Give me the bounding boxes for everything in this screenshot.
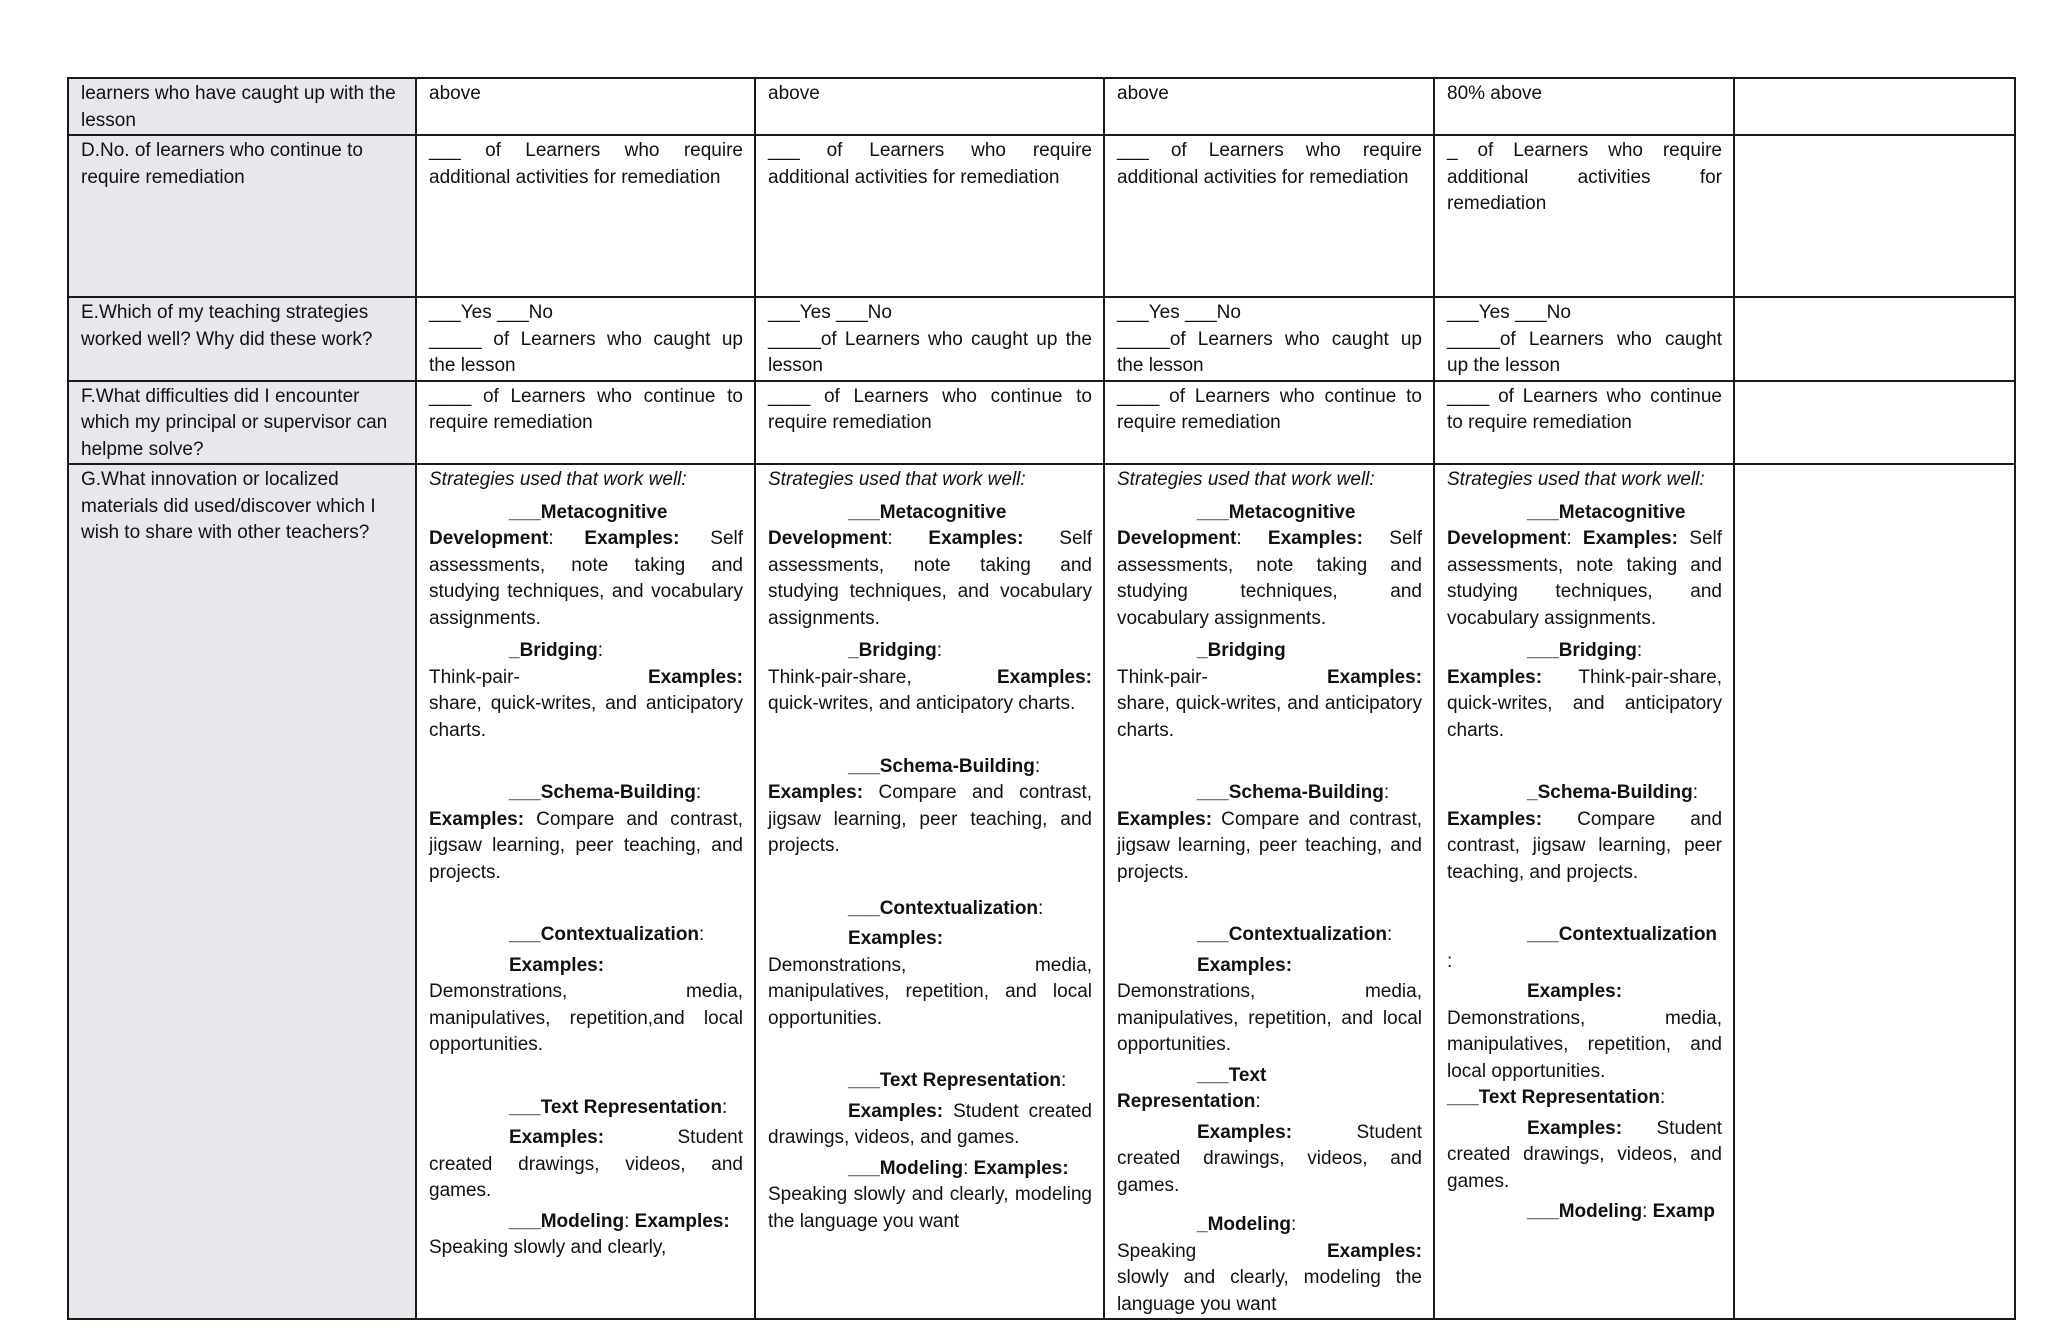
contextualization-text: Demonstrations, media, manipulatives, repetition, and local opportunities. — [768, 954, 1092, 1029]
table-cell: ____ of Learners who continue to require remediation — [1434, 381, 1734, 465]
row-label: F.What difficulties did I encounter which my principal or supervisor can helpme solve? — [68, 381, 416, 465]
row-label: D.No. of learners who continue to require remediation — [68, 135, 416, 297]
table-cell — [1434, 297, 1734, 381]
bridging-text: Think-pair-share, quick-writes, and anticipatory charts. — [429, 666, 743, 741]
bridging-item: _Bridging Examples: — [1197, 640, 1422, 688]
metacognitive-text: Development: Examples: Self assessments, note taking and studying techniques, and vocabulary assignments. — [768, 528, 1093, 629]
metacognitive-item: ___Metacognitive — [1527, 501, 1686, 523]
modeling-item: ___Modeling: Examp — [1527, 1201, 1715, 1222]
text-representation-item: ___Text Representation: — [509, 1096, 728, 1118]
metacognitive-item: ___Metacognitive — [1197, 501, 1356, 523]
strategies-cell — [416, 464, 755, 1319]
examples-label: Examples: — [509, 954, 605, 976]
examples-label: Examples: — [848, 928, 944, 949]
text-representation-item: ___Text Representation: — [1447, 1087, 1666, 1108]
modeling-text: Speaking slowly and clearly, — [429, 1237, 667, 1258]
strategies-cell — [1104, 464, 1434, 1319]
cell-text: _____of Learners who caught up the lesson — [1447, 328, 1722, 376]
strategies-heading: Strategies used that work well: — [1117, 469, 1375, 490]
table-cell — [1734, 464, 2015, 1319]
contextualization-item: ___Contextualization: — [848, 897, 1044, 919]
schema-item: ___Schema-Building: — [509, 782, 702, 803]
table-cell: ____ of Learners who continue to require remediation — [1104, 381, 1434, 465]
modeling-text: Speaking slowly and clearly, modeling the language you want — [1117, 1240, 1422, 1315]
strategies-heading: Strategies used that work well: — [429, 469, 687, 490]
table-row — [68, 464, 2015, 1319]
table-cell: ___ of Learners who require additional activities for remediation — [416, 135, 755, 297]
schema-text: Examples: Compare and contrast, jigsaw learning, peer teaching, and projects. — [1447, 808, 1723, 883]
contextualization-item: ___Contextualization: — [509, 924, 705, 945]
bridging-item: _Bridging: Examples: — [509, 640, 743, 688]
strategies-heading: Strategies used that work well: — [768, 469, 1026, 490]
modeling-item: ___Modeling: Examples: — [509, 1210, 730, 1232]
modeling-item: _Modeling: Examples: — [1197, 1214, 1422, 1262]
table-cell — [1734, 135, 2015, 297]
text-representation-text: Examples: Student created drawings, videos, and games. — [1447, 1117, 1722, 1192]
schema-item: ___Schema-Building: — [848, 755, 1041, 777]
metacognitive-item: ___Metacognitive — [848, 501, 1007, 523]
bridging-item: ___Bridging: — [1527, 640, 1643, 661]
strategies-heading: Strategies used that work well: — [1447, 469, 1705, 490]
yes-no-blanks: ___Yes ___No — [1117, 302, 1241, 323]
table-cell — [1734, 297, 2015, 381]
contextualization-text: Demonstrations, media, manipulatives, repetition, and local opportunities. — [1117, 981, 1422, 1055]
yes-no-blanks: ___Yes ___No — [1447, 302, 1571, 323]
schema-text: Examples: Compare and contrast, jigsaw learning, peer teaching, and projects. — [1117, 808, 1423, 883]
table-cell: ___ of Learners who require additional activities for remediation — [1104, 135, 1434, 297]
table-cell: _ of Learners who require additional activities for remediation — [1434, 135, 1734, 297]
table-cell — [755, 297, 1104, 381]
metacognitive-item: ___Metacognitive — [509, 501, 668, 523]
table-cell: ___ of Learners who require additional activities for remediation — [755, 135, 1104, 297]
bridging-text: Think-pair-share, quick-writes, and anticipatory charts. — [768, 666, 1076, 714]
table-cell: above — [416, 78, 755, 135]
bridging-text: Think-pair-share, quick-writes, and anticipatory charts. — [1117, 666, 1422, 741]
table-cell: ____ of Learners who continue to require remediation — [755, 381, 1104, 465]
strategies-cell — [1434, 464, 1734, 1319]
text-representation-item: ___Text Representation: — [848, 1070, 1067, 1091]
metacognitive-text: Development: Examples: Self assessments, note taking and studying techniques, and vocabulary assignments. — [429, 528, 744, 629]
contextualization-colon: : — [1447, 950, 1453, 972]
yes-no-blanks: ___Yes ___No — [429, 302, 553, 323]
contextualization-item: ___Contextualization — [1527, 924, 1718, 945]
table-row — [68, 135, 2015, 297]
text-representation-text: Examples: Student created drawings, videos, and games. — [768, 1100, 1093, 1148]
daily-lesson-log-table — [67, 77, 2016, 1320]
table-cell: 80% above — [1434, 78, 1734, 135]
cell-text: _____of Learners who caught up the lesson — [1117, 328, 1422, 376]
schema-text: Examples: Compare and contrast, jigsaw learning, peer teaching, and projects. — [768, 782, 1093, 856]
bridging-item: _Bridging: Examples: — [848, 640, 1092, 688]
strategies-cell — [755, 464, 1104, 1319]
text-representation-text: Examples: Student created drawings, videos, and games. — [429, 1127, 743, 1201]
bridging-text: Examples: Think-pair-share, quick-writes, and anticipatory charts. — [1447, 666, 1722, 741]
contextualization-text: Demonstrations, media, manipulatives, repetition,and local opportunities. — [429, 981, 743, 1055]
row-label: E.Which of my teaching strategies worked well? Why did these work? — [68, 297, 416, 381]
table-cell — [1734, 381, 2015, 465]
row-label: G.What innovation or localized materials did used/discover which I wish to share with other teachers? — [68, 464, 416, 1319]
table-cell — [416, 297, 755, 381]
examples-label: Examples: — [1197, 954, 1293, 976]
modeling-item: ___Modeling: Examples: — [848, 1157, 1069, 1179]
table-cell: ____ of Learners who continue to require remediation — [416, 381, 755, 465]
text-representation-item: ___Text — [1197, 1064, 1267, 1086]
schema-item: _Schema-Building: — [1527, 782, 1699, 803]
table-cell: above — [1104, 78, 1434, 135]
table-cell: above — [755, 78, 1104, 135]
table-row — [68, 381, 2015, 465]
table-row — [68, 78, 2015, 135]
contextualization-item: ___Contextualization: — [1197, 924, 1393, 945]
table-cell — [1104, 297, 1434, 381]
yes-no-blanks: ___Yes ___No — [768, 302, 892, 323]
contextualization-text: Demonstrations, media, manipulatives, repetition, and local opportunities. — [1447, 1007, 1722, 1082]
metacognitive-text: Development: Examples: Self assessments, note taking and studying techniques, and vocabulary assignments. — [1447, 528, 1723, 629]
modeling-text: Speaking slowly and clearly, modeling the language you want — [768, 1184, 1092, 1232]
row-label: learners who have caught up with the lesson — [68, 78, 416, 135]
table-cell — [1734, 78, 2015, 135]
cell-text: _____of Learners who caught up the lesson — [768, 328, 1092, 376]
text-representation-text: Examples: Student created drawings, videos, and games. — [1117, 1121, 1422, 1196]
metacognitive-text: Development: Examples: Self assessments, note taking and studying techniques, and vocabulary assignments. — [1117, 528, 1423, 629]
examples-label: Examples: — [1527, 981, 1623, 1002]
schema-text: Examples: Compare and contrast, jigsaw learning, peer teaching, and projects. — [429, 808, 744, 883]
schema-item: ___Schema-Building: — [1197, 782, 1390, 803]
cell-text: _____ of Learners who caught up the lesson — [429, 328, 743, 376]
table-row — [68, 297, 2015, 381]
text-representation-item-cont: Representation: — [1117, 1091, 1261, 1112]
